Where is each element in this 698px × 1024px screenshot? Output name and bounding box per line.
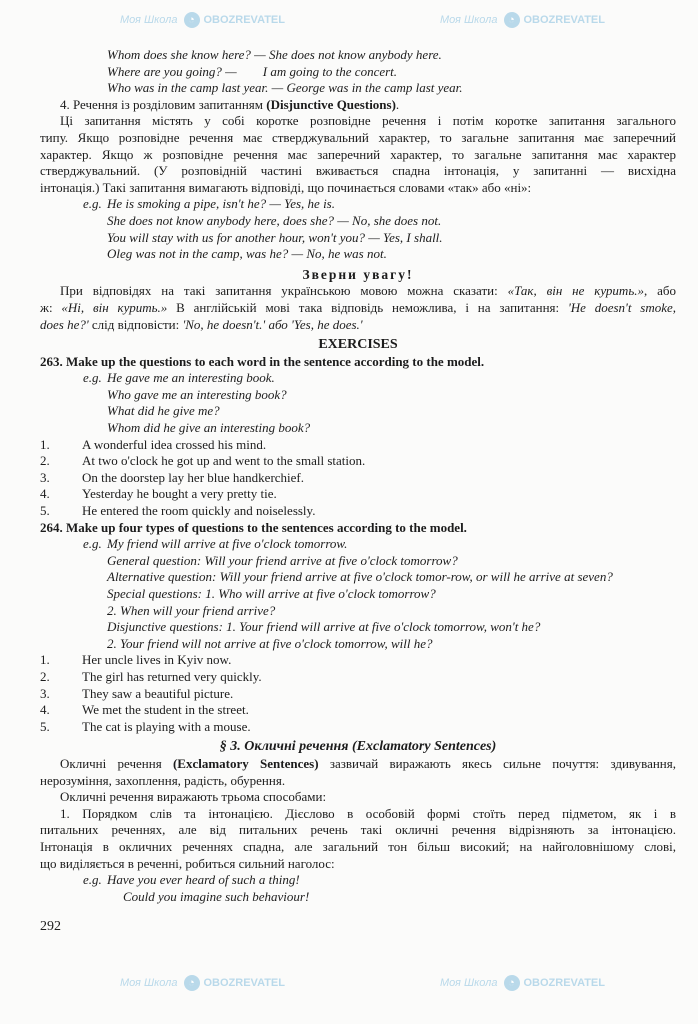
watermark-icon: ◔	[184, 975, 200, 991]
intro-examples	[40, 47, 676, 113]
example-line: Who was in the camp last year. — George was in the camp last year.	[107, 80, 463, 96]
eg-label: e.g.	[83, 196, 102, 212]
paragraph-line: питальних реченнях, але від питальних речень такі окличні речення відрізняють за інтонацією.	[40, 822, 676, 838]
eg-label: e.g.	[83, 536, 102, 552]
paragraph-line: типу. Якщо розповідне речення має стверджувальний характер, то загальне запитання має заперечний	[40, 129, 676, 145]
section-4-heading: 4. Речення із розділовим запитанням (Disjunctive Questions).	[60, 96, 400, 112]
example-line: She does not know anybody here, does she? — No, she does not.	[107, 212, 442, 228]
example-line: Whom does she know here? — She does not know anybody here.	[107, 47, 442, 62]
list-item: 5. The cat is playing with a mouse.	[40, 718, 251, 734]
watermark-icon: ◔	[504, 975, 520, 991]
paragraph-line: 1. Порядком слів та інтонацією. Дієслово в особовій формі стоїть перед підметом, як і в	[60, 805, 676, 821]
list-item: 1. A wonderful idea crossed his mind.	[40, 436, 267, 452]
example-line: Who gave me an interesting book?	[107, 386, 287, 402]
paragraph-line: does he?' слід відповісти: 'No, he doesn't.' або 'Yes, he does.'	[40, 316, 363, 332]
example-line: He is smoking a pipe, isn't he? — Yes, he is.	[107, 196, 335, 212]
paragraph-line: Ці запитання містять у собі коротке розповідне речення і потім коротке запитання загального	[60, 113, 676, 129]
exercise-264	[40, 520, 676, 736]
example-line: 2. When will your friend arrive?	[107, 602, 276, 618]
note-paragraph	[40, 283, 676, 333]
paragraph-line: Окличні речення (Exclamatory Sentences) зазвичай виражають якесь сильне почуття: здивування,	[60, 755, 676, 771]
example-line: Could you imagine such behaviour!	[123, 888, 310, 904]
exercise-heading: 264. Make up four types of questions to the sentences according to the model.	[40, 519, 467, 535]
paragraph-line: характер. Якщо ж розповідне речення має заперечний характер, то загальне запитання має характер	[40, 146, 676, 162]
watermark-logo: Моя Школа ◔ OBOZREVATEL	[440, 13, 605, 26]
list-item: 3. They saw a beautiful picture.	[40, 685, 234, 701]
watermark-logo: Моя Школа ◔ OBOZREVATEL	[120, 976, 285, 989]
example-line: You will stay with us for another hour, won't you? — Yes, I shall.	[107, 229, 443, 245]
list-item: 2. The girl has returned very quickly.	[40, 668, 262, 684]
watermark-icon: ◔	[504, 12, 520, 28]
paragraph-line: Окличні речення виражають трьома способами:	[60, 789, 327, 805]
paragraph-line: ж: «Ні, він курить.» В англійській мові така відповідь неможлива, і на запитання: 'He doesn't smoke,	[40, 299, 676, 315]
exercise-263	[40, 354, 676, 520]
paragraph-line: Інтонація в окличних реченнях спадна, але загальний тон більш високий; на найголовнішому слові,	[40, 838, 676, 854]
page-body	[40, 47, 676, 936]
disjunctive-examples	[40, 196, 676, 262]
section-3-title: § 3. Окличні речення (Exclamatory Sentences)	[219, 739, 497, 755]
example-line: Whom did he give an interesting book?	[107, 420, 311, 436]
note-title: Зверни увагу!	[302, 266, 414, 282]
exercises-title: EXERCISES	[318, 337, 398, 353]
exercise-heading: 263. Make up the questions to each word in the sentence according to the model.	[40, 353, 485, 369]
example-line: Alternative question: Will your friend arrive at five o'clock tomor-row, or will he arrive at seven?	[107, 569, 613, 585]
watermark-logo: Моя Школа ◔ OBOZREVATEL	[440, 976, 605, 989]
paragraph-line: інтонація.) Такі запитання вимагають відповіді, що починається словами «так» або «ні»:	[40, 179, 532, 195]
list-item: 1. Her uncle lives in Kyiv now.	[40, 652, 232, 668]
example-line: He gave me an interesting book.	[107, 370, 275, 386]
example-line: Have you ever heard of such a thing!	[107, 872, 300, 888]
example-line: My friend will arrive at five o'clock tomorrow.	[107, 536, 348, 552]
watermark-logo: Моя Школа ◔ OBOZREVATEL	[120, 13, 285, 26]
list-item: 2. At two o'clock he got up and went to the small station.	[40, 453, 366, 469]
section-3-body	[40, 756, 676, 905]
paragraph-line: що виділяється в реченні, робиться сильний наголос:	[40, 855, 335, 871]
paragraph-line: нерозуміння, захоплення, радість, обурення.	[40, 772, 286, 788]
example-line: Where are you going? — I am going to the concert.	[107, 63, 398, 79]
example-line: Disjunctive questions: 1. Your friend will arrive at five o'clock tomorrow, won't he?	[107, 619, 541, 635]
example-line: General question: Will your friend arrive at five o'clock tomorrow?	[107, 552, 458, 568]
example-line: Oleg was not in the camp, was he? — No, he was not.	[107, 246, 387, 262]
page-number: 292	[40, 919, 61, 935]
paragraph-line: стверджувальний. (У розповідній частині вживається спадна інтонація, у запитанні — висхідна	[40, 163, 676, 179]
eg-label: e.g.	[83, 370, 102, 386]
example-line: What did he give me?	[107, 403, 220, 419]
list-item: 4. Yesterday he bought a very pretty tie.	[40, 486, 277, 502]
list-item: 5. He entered the room quickly and noiselessly.	[40, 503, 316, 519]
example-line: 2. Your friend will not arrive at five o'clock tomorrow, will he?	[107, 635, 433, 651]
paragraph-line: При відповідях на такі запитання українською мовою можна сказати: «Так, він не курить.», або	[60, 283, 676, 299]
list-item: 4. We met the student in the street.	[40, 702, 249, 718]
watermark-icon: ◔	[184, 12, 200, 28]
example-line: Special questions: 1. Who will arrive at five o'clock tomorrow?	[107, 586, 436, 601]
disjunctive-paragraph	[40, 113, 676, 196]
list-item: 3. On the doorstep lay her blue handkerchief.	[40, 469, 305, 485]
eg-label: e.g.	[83, 872, 102, 888]
